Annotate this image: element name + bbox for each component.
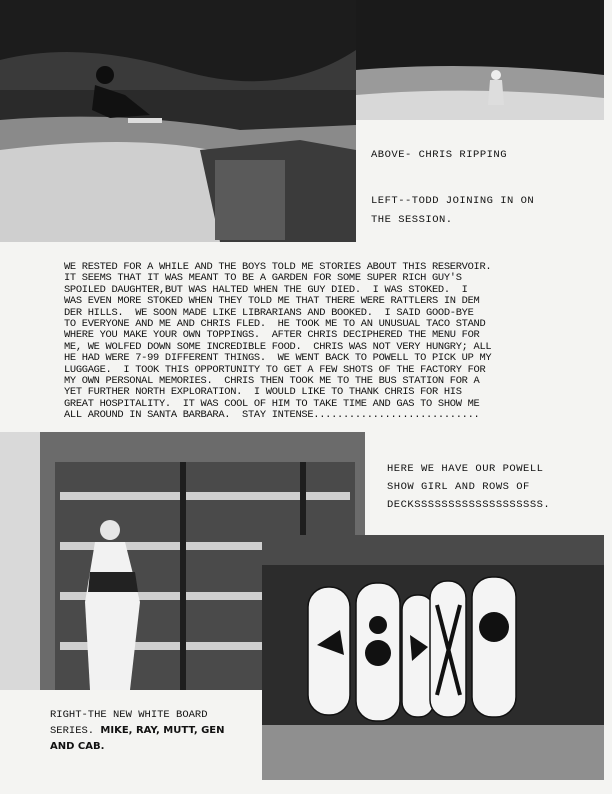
story-line: ME, WE WOLFED DOWN SOME INCREDIBLE FOOD. CHRIS WAS NOT VERY HUNGRY; ALL xyxy=(64,340,492,353)
story-line: WHERE YOU MAKE YOUR OWN TOPPINGS. AFTER CHRIS DECIPHERED THE MENU FOR xyxy=(64,329,480,342)
story-line: SPOILED DAUGHTER,BUT WAS HALTED WHEN THE GUY DIED. I WAS STOKED. I xyxy=(64,283,468,296)
caption-showgirl-line3: DECKSSSSSSSSSSSSSSSSSSS. xyxy=(387,499,551,511)
caption-right-line2-typed: SERIES. xyxy=(50,725,101,737)
story-line: HE HAD WERE 7-99 DIFFERENT THINGS. WE WENT BACK TO POWELL TO PICK UP MY xyxy=(64,352,492,365)
photo-todd-joining xyxy=(356,0,604,120)
story-text xyxy=(64,262,604,422)
caption-right-line2-handwritten: MIKE, RAY, MUTT, GEN xyxy=(100,725,225,736)
story-line: WAS EVEN MORE STOKED WHEN THEY TOLD ME THAT THERE WERE RATTLERS IN DEM xyxy=(64,295,480,308)
story-line: WE RESTED FOR A WHILE AND THE BOYS TOLD ME STORIES ABOUT THIS RESERVOIR. xyxy=(64,261,492,273)
story-line: GREAT HOSPITALITY. IT WAS COOL OF HIM TO TAKE TIME AND GAS TO SHOW ME xyxy=(64,397,480,410)
caption-right-line2 xyxy=(50,723,225,739)
caption-showgirl-line2: SHOW GIRL AND ROWS OF xyxy=(387,481,530,493)
photo-chris-ripping xyxy=(0,0,356,242)
caption-left-line2: THE SESSION. xyxy=(371,214,453,226)
caption-right-line3: AND CAB. xyxy=(50,741,105,752)
story-line: ALL AROUND IN SANTA BARBARA. STAY INTENSE............................ xyxy=(64,409,480,422)
story-line: TO EVERYONE AND ME AND CHRIS FLED. HE TOOK ME TO AN UNUSUAL TACO STAND xyxy=(64,318,486,331)
caption-above: ABOVE- CHRIS RIPPING xyxy=(371,149,508,161)
caption-white-board xyxy=(50,708,225,754)
caption-left-line1: LEFT--TODD JOINING IN ON xyxy=(371,195,535,207)
story-line: YET FURTHER NORTH EXPLORATION. I WOULD LIKE TO THANK CHRIS FOR HIS xyxy=(64,386,462,399)
caption-showgirl-line1: HERE WE HAVE OUR POWELL xyxy=(387,463,544,475)
photo-white-board-series xyxy=(262,535,604,780)
story-line: IT SEEMS THAT IT WAS MEANT TO BE A GARDEN FOR SOME SUPER RICH GUY'S xyxy=(64,272,462,285)
story-line: MY OWN PERSONAL MEMORIES. CHRIS THEN TOOK ME TO THE BUS STATION FOR A xyxy=(64,375,480,388)
caption-right-line1: RIGHT-THE NEW WHITE BOARD xyxy=(50,709,208,721)
story-line: DER HILLS. WE SOON MADE LIKE LIBRARIANS AND BOOKED. I SAID GOOD-BYE xyxy=(64,306,474,319)
story-line: LUGGAGE. I TOOK THIS OPPORTUNITY TO GET A FEW SHOTS OF THE FACTORY FOR xyxy=(64,363,486,376)
